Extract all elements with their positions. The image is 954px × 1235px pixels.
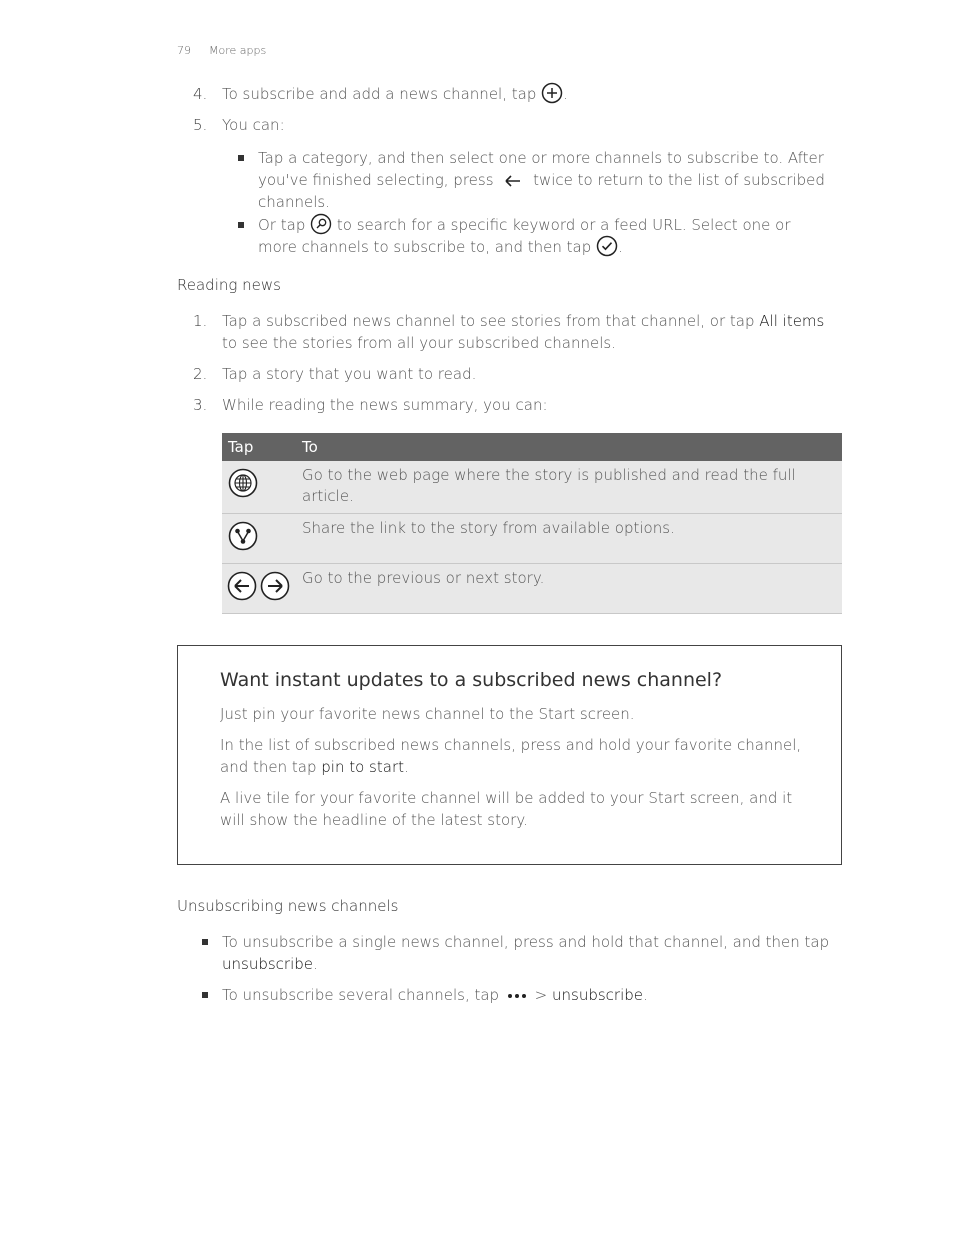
bullet (238, 155, 244, 161)
globe-icon (228, 468, 258, 498)
table-row (222, 514, 842, 564)
step-text: Tap a story that you want to read. (222, 365, 477, 383)
step-number: 5. (193, 116, 208, 134)
table-cell: Go to the previous or next story. (296, 564, 842, 614)
list-item: To unsubscribe several channels, tap > unsubscribe. (222, 986, 648, 1004)
step-text: You can: (222, 116, 285, 134)
page-header (177, 44, 266, 58)
step-number: 1. (193, 312, 208, 330)
more-dots-icon (506, 991, 528, 1001)
step-text: Tap a subscribed news channel to see stories from that channel, or tap All items to see the stories from all your subscribed channels. (222, 312, 825, 352)
back-arrow-icon (500, 173, 526, 189)
list-item: Or tap to search for a specific keyword or a feed URL. Select one or more channels to subscribe to, and then tap . (258, 214, 848, 258)
step-text: While reading the news summary, you can: (222, 396, 548, 414)
table-row (222, 461, 842, 514)
list-item: To unsubscribe a single news channel, press and hold that channel, and then tap unsubscribe. (222, 933, 830, 973)
bullet (202, 992, 208, 998)
tip-paragraph: Just pin your favorite news channel to the Start screen. (220, 705, 635, 723)
tip-title: Want instant updates to a subscribed news channel? (220, 669, 723, 691)
add-circle-icon (541, 82, 563, 104)
table-row (222, 564, 842, 614)
step-number: 3. (193, 396, 208, 414)
bullet (202, 939, 208, 945)
section-title: More apps (209, 44, 267, 57)
previous-icon (227, 571, 257, 601)
step-number: 4. (193, 85, 208, 103)
column-header-to: To (296, 433, 842, 461)
section-heading: Reading news (177, 276, 281, 294)
next-icon (260, 571, 290, 601)
step-number: 2. (193, 365, 208, 383)
table-cell: Share the link to the story from available options. (296, 514, 842, 564)
tip-box (177, 645, 842, 865)
check-circle-icon (596, 235, 618, 257)
column-header-tap: Tap (222, 433, 296, 461)
bullet (238, 222, 244, 228)
tip-paragraph: In the list of subscribed news channels, press and hold your favorite channel, and then tap pin to start. (220, 736, 802, 776)
page-number: 79 (177, 44, 191, 57)
table-header-row (222, 433, 842, 461)
share-icon (228, 521, 258, 551)
section-heading: Unsubscribing news channels (177, 897, 399, 915)
step-text: To subscribe and add a news channel, tap . (222, 83, 847, 105)
search-icon (310, 213, 332, 235)
table-cell: Go to the web page where the story is published and read the full article. (296, 461, 842, 514)
list-item: Tap a category, and then select one or more channels to subscribe to. After you've finished selecting, press twice to return to the list of subscribed channels. (258, 149, 825, 211)
tip-paragraph: A live tile for your favorite channel will be added to your Start screen, and it will show the headline of the latest story. (220, 789, 793, 829)
tap-actions-table (222, 433, 842, 614)
